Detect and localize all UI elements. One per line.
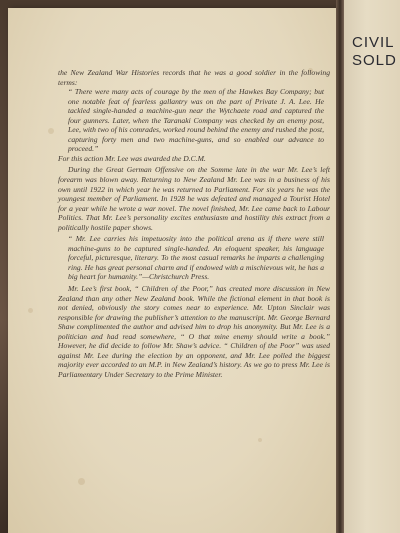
paragraph-dcm: For this action Mr. Lee was awarded the D.C.M.	[58, 153, 206, 163]
paragraph-somme: During the Great German Offensive on the Somme late in the war Mr. Lee’s left forearm was blown away. Returning to New Zealand Mr. Lee was in a business of his own until 1922 in which year he was returned to Parliament. For six years he was the youngest member of Parliament. In 1928 he was defeated and managed a Tourist Hotel for a year while he wrote a war novel. The novel finished, Mr. Lee came back to Labour Politics. That Mr. Lee’s personality excites enthusiasm and hostility this extract from a politically hostile paper shows.	[58, 165, 330, 232]
foxing-spot	[258, 438, 262, 442]
foxing-spot	[28, 308, 33, 313]
paragraph-intro: the New Zealand War Histories records that he was a good soldier in the following terms:	[58, 68, 330, 87]
foxing-spot	[78, 478, 85, 485]
quote-christchurch-press: “ Mr. Lee carries his impetuosity into the political arena as if there were still machine-guns to be captured single-handed. An eloquent speaker, his language forceful, picturesque, literary. To the most casual remarks he imparts a challenging ring. He has great personal charm and if endowed with a mischievous wit, he has a big heart for humanity.”—Christchurch Press.	[68, 234, 324, 282]
quote-war-history: “ There were many acts of courage by the men of the Hawkes Bay Company; but one notable feat of fearless gallantry was on the part of Private J. A. Lee. He tackled single-handed a machine-gun near the Wytchaete road and captured the four gunners. Later, when the Taranaki Company was checked by an enemy post, Lee, with two of his comrades, worked round behind the enemy and rushed the post, capturing forty men and two machine-guns, and so enabled our advance to proceed.”	[68, 87, 324, 154]
book-spine	[336, 0, 344, 533]
paragraph-first-book: Mr. Lee’s first book, “ Children of the Poor,” has created more discussion in New Zealand than any other New Zealand book. While the fictional element in that book is not denied, obviously the story comes near to experience. Mr. Upton Sinclair was responsible for drawing the publisher’s attention to the manuscript. Mr. George Bernard Shaw complimented the author and advised him to drop his anonymity. But Mr. Lee is a politician and had read somewhere, “ O that mine enemy should write a book.” However, he did decide to follow Mr. Shaw’s advice. “ Children of the Poor” was used against Mr. Lee during the election by an opponent, and Mr. Lee polled the biggest majority ever accorded to an M.P. in New Zealand’s history. As we go to press Mr. Lee is Parliamentary Under Secretary to the Prime Minister.	[58, 284, 330, 379]
right-page	[344, 0, 400, 533]
foxing-spot	[48, 128, 54, 134]
right-page-heading-line-2: SOLD	[352, 52, 397, 69]
right-page-heading-line-1: CIVIL	[352, 34, 395, 51]
page-text	[58, 68, 330, 380]
